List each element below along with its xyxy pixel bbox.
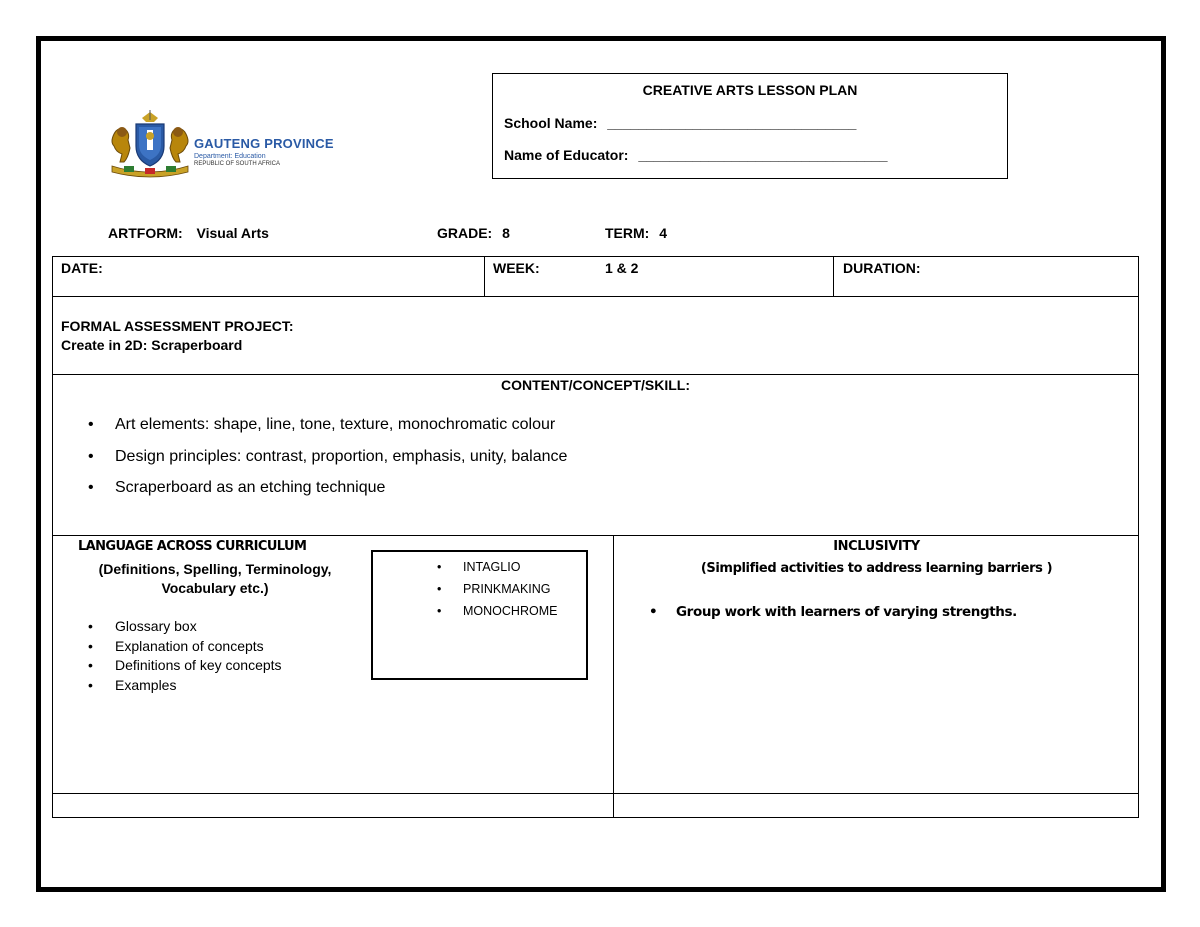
list-item: • Scraperboard as an etching technique bbox=[88, 477, 567, 509]
coat-of-arms-icon bbox=[108, 110, 192, 178]
educator-label: Name of Educator: bbox=[504, 147, 629, 163]
list-item: • Art elements: shape, line, tone, texture, monochromatic colour bbox=[88, 414, 567, 446]
inclusivity-title: INCLUSIVITY bbox=[833, 539, 920, 554]
table-line bbox=[52, 817, 1139, 818]
grade-label: GRADE: bbox=[437, 225, 493, 241]
language-subtitle-1: (Definitions, Spelling, Terminology, bbox=[98, 561, 332, 577]
table-line bbox=[52, 256, 1139, 257]
school-name-blank[interactable]: ________________________________ bbox=[607, 115, 857, 131]
inclusivity-subtitle: (Simplified activities to address learning barriers ) bbox=[700, 561, 1053, 576]
lesson-plan-title: CREATIVE ARTS LESSON PLAN bbox=[642, 82, 858, 98]
lesson-plan-header bbox=[492, 73, 1008, 179]
table-line bbox=[1138, 256, 1139, 818]
table-line bbox=[52, 256, 53, 818]
term-label: TERM: bbox=[605, 225, 650, 241]
glossary-item: • INTAGLIO bbox=[437, 558, 557, 580]
list-item: • Definitions of key concepts bbox=[88, 656, 282, 676]
content-heading: CONTENT/CONCEPT/SKILL: bbox=[501, 377, 690, 393]
gauteng-logo bbox=[108, 110, 338, 178]
inclusivity-list bbox=[649, 602, 1017, 622]
glossary-item: • MONOCHROME bbox=[437, 602, 557, 624]
content-list bbox=[88, 414, 567, 509]
language-list bbox=[88, 617, 282, 695]
logo-province: GAUTENG PROVINCE bbox=[194, 136, 334, 151]
table-line bbox=[52, 296, 1139, 297]
logo-republic: REPUBLIC OF SOUTH AFRICA bbox=[194, 161, 281, 167]
assessment-value: Create in 2D: Scraperboard bbox=[61, 337, 243, 353]
list-item: • Explanation of concepts bbox=[88, 637, 282, 657]
week-label: WEEK: bbox=[493, 260, 540, 276]
educator-blank[interactable]: ________________________________ bbox=[638, 147, 888, 163]
school-name-line[interactable] bbox=[504, 115, 856, 131]
logo-text bbox=[194, 136, 334, 167]
artform-label: ARTFORM: bbox=[108, 225, 183, 241]
glossary-list bbox=[437, 558, 557, 624]
educator-name-line[interactable] bbox=[504, 147, 888, 163]
duration-label: DURATION: bbox=[843, 260, 921, 276]
list-item: • Glossary box bbox=[88, 617, 282, 637]
list-item: • Group work with learners of varying strengths. bbox=[649, 602, 1017, 622]
glossary-item: • PRINKMAKING bbox=[437, 580, 557, 602]
artform-value: Visual Arts bbox=[196, 225, 269, 241]
assessment-label: FORMAL ASSESSMENT PROJECT: bbox=[61, 318, 294, 334]
date-label: DATE: bbox=[61, 260, 103, 276]
list-item: • Design principles: contrast, proportion, emphasis, unity, balance bbox=[88, 446, 567, 478]
table-line bbox=[52, 374, 1139, 375]
list-item: • Examples bbox=[88, 676, 282, 696]
grade bbox=[437, 225, 510, 241]
language-subtitle-2: Vocabulary etc.) bbox=[161, 580, 269, 596]
term-value: 4 bbox=[659, 225, 668, 241]
language-title: LANGUAGE ACROSS CURRICULUM bbox=[78, 539, 307, 554]
table-line bbox=[52, 535, 1139, 536]
table-line bbox=[613, 535, 614, 818]
table-line bbox=[52, 793, 1139, 794]
school-name-label: School Name: bbox=[504, 115, 598, 131]
logo-department: Department: Education bbox=[194, 153, 266, 160]
term bbox=[605, 225, 667, 241]
grade-value: 8 bbox=[502, 225, 510, 241]
artform bbox=[108, 225, 269, 241]
table-line bbox=[833, 256, 834, 296]
week-value: 1 & 2 bbox=[605, 260, 639, 276]
table-line bbox=[484, 256, 485, 296]
